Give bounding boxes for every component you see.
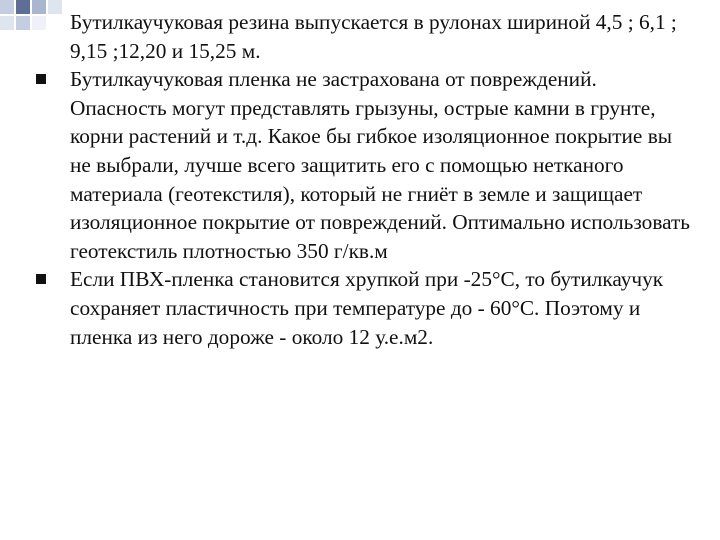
paragraph-text: Бутилкаучуковая резина выпускается в рулонах шириной 4,5 ; 6,1 ; 9,15 ;12,20 и 15,25 м. [70, 10, 677, 63]
bullet-marker-icon [36, 274, 46, 284]
paragraph-2 [36, 65, 696, 265]
paragraph-3 [36, 265, 696, 351]
paragraph-text: Бутилкаучуковая пленка не застрахована от повреждений. Опасность могут представлять грызуны, острые камни в грунте, корни растений и т.д. Какое бы гибкое изоляционное покрытие вы не выбрали, лучше всего защитить его с помощью нетканого материала (геотекстиля), который не гниёт в земле и защищает изоляционное покрытие от повреждений. Оптимально использовать геотекстиль плотностью 350 г/кв.м [70, 67, 691, 263]
paragraph-1 [36, 8, 696, 65]
paragraph-text: Если ПВХ-пленка становится хрупкой при -25°С, то бутилкаучук сохраняет пластичность при температуре до - 60°С. Поэтому и пленка из него дороже - около 12 у.е.м2. [70, 267, 664, 349]
bullet-marker-icon [36, 74, 46, 84]
slide-body [36, 8, 696, 351]
